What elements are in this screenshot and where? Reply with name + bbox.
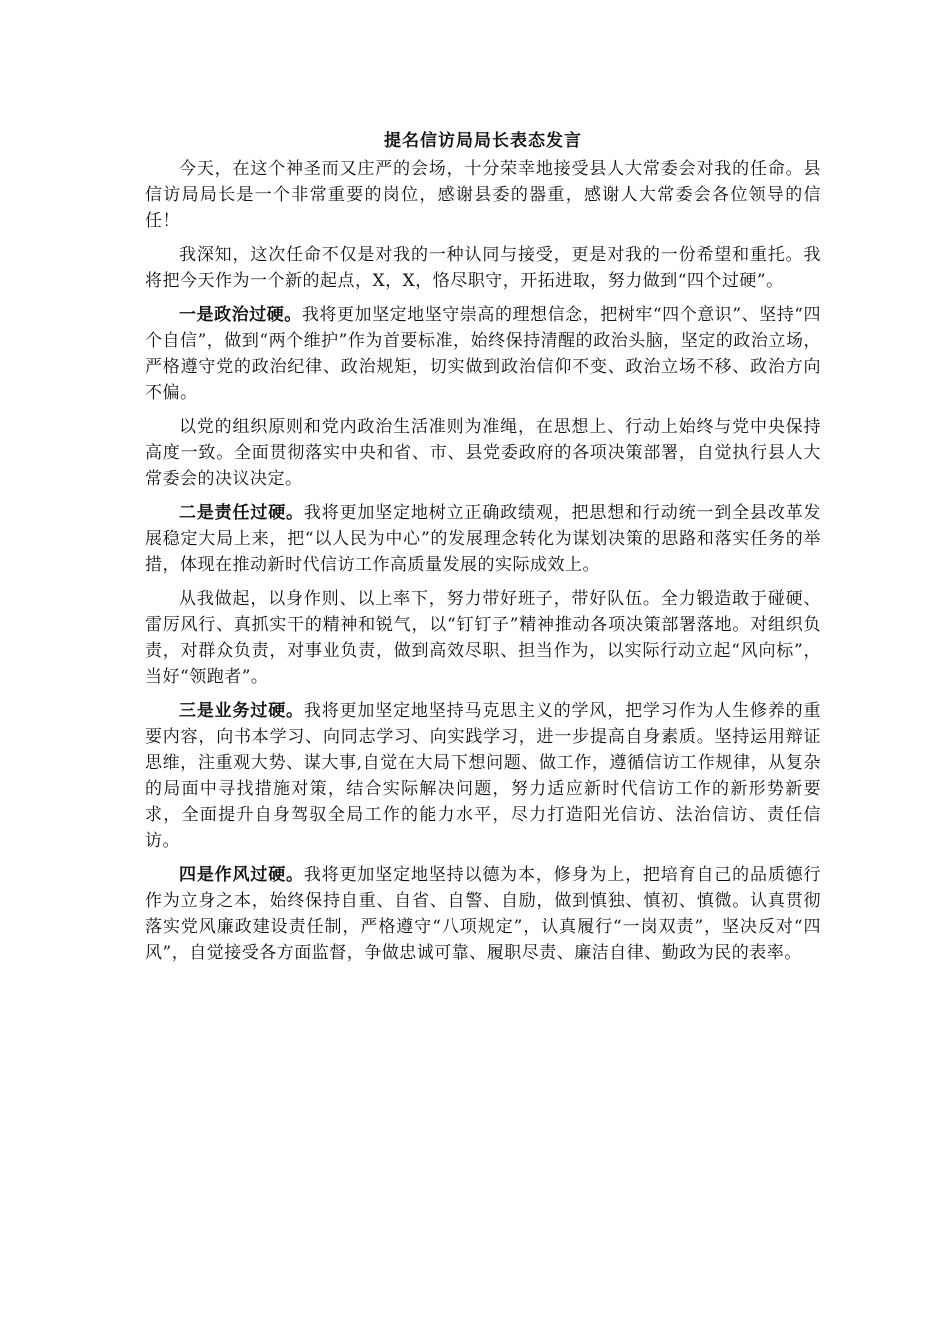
document-body (145, 128, 821, 974)
paragraph-text: 我将更加坚定地坚守崇高的理想信念，把树牢“四个意识”、坚持“四个自信”，做到“两个维护”作为首要标准，始终保持清醒的政治头脑，坚定的政治立场，严格遵守党的政治纪律、政治规矩，切实做到政治信仰不变、政治立场不移、政治方向不偏。 (145, 305, 822, 403)
paragraph-4 (145, 414, 821, 492)
paragraph-lead: 二是责任过硬。 (179, 503, 304, 523)
paragraph-3 (145, 302, 821, 406)
paragraph-5 (145, 500, 821, 578)
paragraph-2 (145, 242, 821, 294)
paragraph-1 (145, 156, 821, 234)
paragraph-lead: 四是作风过硬。 (179, 865, 304, 885)
paragraph-6 (145, 586, 821, 690)
paragraph-text: 我将更加坚定地坚持马克思主义的学风，把学习作为人生修养的重要内容，向书本学习、向同志学习、向实践学习，进一步提高自身素质。坚持运用辩证思维，注重观大势、谋大事,自觉在大局下想问题、做工作，遵循信访工作规律，从复杂的局面中寻找措施对策，结合实际解决问题，努力适应新时代信访工作的新形势新要求，全面提升自身驾驭全局工作的能力水平，尽力打造阳光信访、法治信访、责任信访。 (145, 701, 822, 851)
paragraph-text: 今天，在这个神圣而又庄严的会场，十分荣幸地接受县人大常委会对我的任命。县信访局局长是一个非常重要的岗位，感谢县委的器重，感谢人大常委会各位领导的信任！ (145, 159, 821, 231)
paragraph-text: 我深知，这次任命不仅是对我的一种认同与接受，更是对我的一份希望和重托。我将把今天作为一个新的起点，X，X，恪尽职守，开拓进取，努力做到“四个过硬”。 (145, 245, 821, 291)
paragraph-text: 我将更加坚定地树立正确政绩观，把思想和行动统一到全县改革发展稳定大局上来，把“以人民为中心”的发展理念转化为谋划决策的思路和落实任务的举措，体现在推动新时代信访工作高质量发展的实际成效上。 (145, 503, 822, 575)
paragraph-text: 我将更加坚定地坚持以德为本，修身为上，把培育自己的品质德行作为立身之本，始终保持自重、自省、自警、自励，做到慎独、慎初、慎微。认真贯彻落实党风廉政建设责任制，严格遵守“八项规定”，认真履行“一岗双责”，坚决反对“四风”，自觉接受各方面监督，争做忠诚可靠、履职尽责、廉洁自律、勤政为民的表率。 (145, 865, 822, 963)
document-title: 提名信访局局长表态发言 (384, 131, 582, 151)
paragraph-lead: 一是政治过硬。 (179, 305, 302, 325)
paragraph-text: 以党的组织原则和党内政治生活准则为准绳，在思想上、行动上始终与党中央保持高度一致。全面贯彻落实中央和省、市、县党委政府的各项决策部署，自觉执行县人大常委会的决议决定。 (145, 417, 821, 489)
paragraph-7 (145, 698, 821, 854)
paragraph-lead: 三是业务过硬。 (179, 701, 304, 721)
paragraph-8 (145, 862, 821, 966)
paragraph-text: 从我做起，以身作则、以上率下，努力带好班子，带好队伍。全力锻造敢于碰硬、雷厉风行、真抓实干的精神和锐气，以“钉钉子”精神推动各项决策部署落地。对组织负责，对群众负责，对事业负责，做到高效尽职、担当作为，以实际行动立起“风向标”，当好“领跑者”。 (145, 589, 821, 687)
